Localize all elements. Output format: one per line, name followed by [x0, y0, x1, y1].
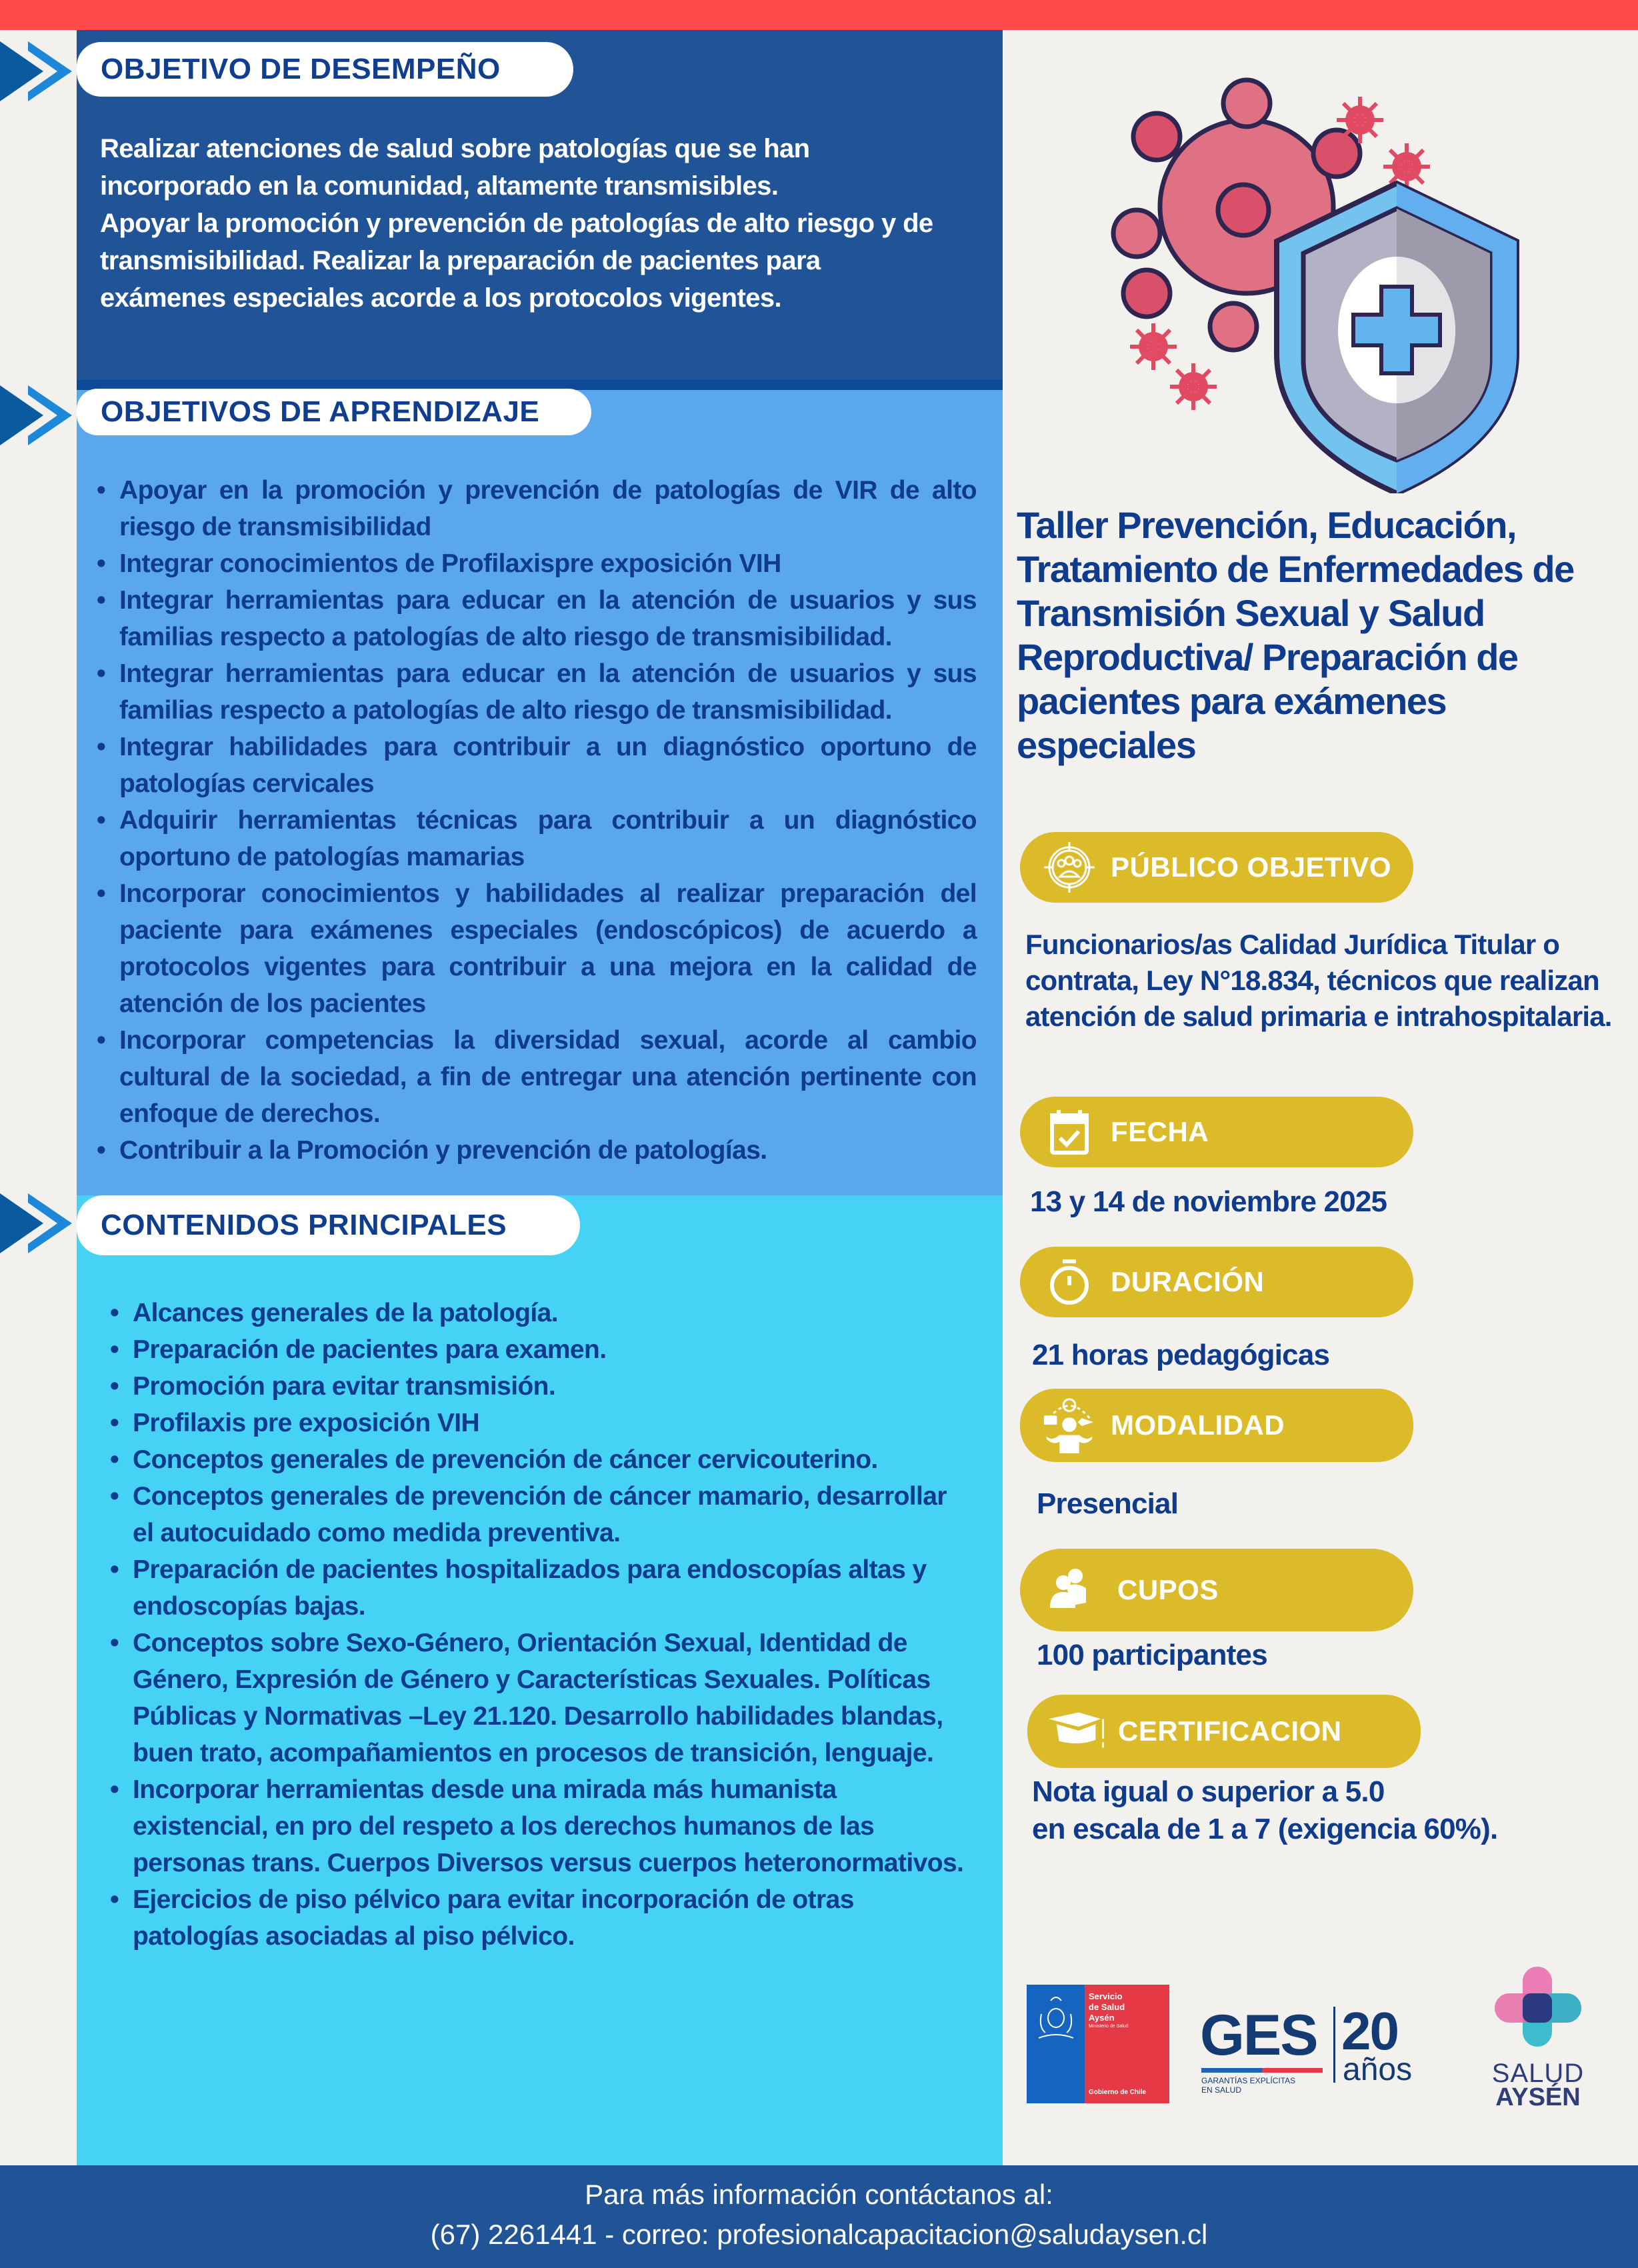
list-item: • Conceptos generales de prevención de cáncer cervicouterino. — [110, 1441, 970, 1478]
salud-aysen-line2: AYSÉN — [1495, 2083, 1581, 2111]
logo-gob-gobierno: Gobierno de Chile — [1089, 2089, 1147, 2096]
ges-years: años — [1343, 2052, 1413, 2087]
logo-servicio-salud-aysen — [1027, 1985, 1169, 2103]
salud-aysen-cross-icon — [1488, 1967, 1588, 2053]
list-item: • Adquirir herramientas técnicas para contribuir a un diagnóstico oportuno de patologías mamarias — [97, 802, 977, 875]
footer-contact-details[interactable]: (67) 2261441 - correo: profesionalcapacitacion@saludaysen.cl — [430, 2219, 1208, 2250]
info-label: DURACIÓN — [1111, 1266, 1265, 1297]
list-item: • Conceptos sobre Sexo-Género, Orientación Sexual, Identidad de Género, Expresión de Género y Características Sexuales. Políticas Públicas y Normativas –Ley 21.120. Desarrollo habilidades blandas, buen trato, acompañamientos en procesos de transición, lenguaje. — [110, 1625, 970, 1771]
target-audience-icon — [1040, 838, 1099, 897]
list-item: • Ejercicios de piso pélvico para evitar incorporación de otras patologías asociadas al piso pélvico. — [110, 1881, 970, 1955]
salud-aysen-line1: SALUD — [1491, 2059, 1585, 2088]
list-item: • Integrar habilidades para contribuir a un diagnóstico oportuno de patologías cervicales — [97, 729, 977, 802]
graduation-cap-icon — [1047, 1702, 1106, 1761]
shield-icon — [1277, 183, 1517, 493]
logo-gob-line: de Salud — [1089, 2002, 1125, 2012]
chevron-right-icon — [0, 1193, 73, 1253]
section-heading-aprendizaje — [77, 389, 591, 435]
ges-word: GES — [1200, 2003, 1317, 2067]
section-heading-desempeno — [77, 42, 573, 97]
list-item: • Promoción para evitar transmisión. — [110, 1368, 970, 1405]
info-value-duracion: 21 horas pedagógicas — [1032, 1339, 1330, 1371]
info-pill-certificacion — [1027, 1695, 1421, 1768]
list-item: • Profilaxis pre exposición VIH — [110, 1405, 970, 1441]
info-pill-publico — [1020, 832, 1413, 903]
info-value-publico: Funcionarios/as Calidad Jurídica Titular o contrata, Ley N°18.834, técnicos que realizan atención de salud primaria e intrahospitalaria. — [1025, 929, 1612, 1032]
desempeno-line: Realizar atenciones de salud sobre patologías que se han — [100, 134, 810, 163]
logo-gob-line: Servicio — [1089, 1991, 1123, 2001]
logo-gob-ministerio: Ministerio de Salud — [1089, 2024, 1129, 2029]
virus-shield-illustration — [1093, 67, 1533, 493]
info-label: FECHA — [1111, 1116, 1209, 1147]
chevron-right-icon — [0, 41, 73, 101]
desempeno-text — [100, 130, 987, 317]
info-pill-cupos — [1020, 1549, 1413, 1631]
info-pill-modalidad — [1020, 1389, 1413, 1462]
chevron-right-icon — [0, 385, 73, 445]
list-item: • Integrar herramientas para educar en la atención de usuarios y sus familias respecto a patologías de alto riesgo de transmisibilidad. — [97, 582, 977, 655]
list-item: • Contribuir a la Promoción y prevención de patologías. — [97, 1132, 977, 1169]
calendar-check-icon — [1040, 1103, 1099, 1161]
info-label: MODALIDAD — [1111, 1409, 1285, 1441]
info-value-modalidad: Presencial — [1037, 1487, 1179, 1520]
desempeno-line: transmisibilidad. Realizar la preparación de pacientes para — [100, 246, 821, 275]
info-label: CERTIFICACION — [1118, 1715, 1342, 1747]
list-item: • Incorporar conocimientos y habilidades al realizar preparación del paciente para exámenes especiales (endoscópicos) de acuerdo a protocolos vigentes para contribuir a una mejora en la calidad de atención de los pacientes — [97, 875, 977, 1022]
coat-of-arms-icon — [1027, 1985, 1085, 2103]
footer-contact — [0, 2165, 1638, 2268]
list-item: • Apoyar en la promoción y prevención de patologías de VIR de alto riesgo de transmisibilidad — [97, 472, 977, 545]
ges-subtitle-line: GARANTÍAS EXPLÍCITAS — [1201, 2076, 1296, 2085]
list-item: • Integrar conocimientos de Profilaxispre exposición VIH — [97, 545, 977, 582]
heading-text: OBJETIVO DE DESEMPEÑO — [101, 53, 501, 85]
ges-subtitle — [1201, 2076, 1295, 2095]
list-item: • Preparación de pacientes hospitalizados para endoscopías altas y endoscopías bajas. — [110, 1551, 970, 1625]
stopwatch-icon — [1040, 1253, 1099, 1311]
list-item: • Integrar herramientas para educar en la atención de usuarios y sus familias respecto a patologías de alto riesgo de transmisibilidad. — [97, 655, 977, 729]
info-value-cupos: 100 participantes — [1037, 1639, 1267, 1671]
footer-line: Para más información contáctanos al: — [585, 2179, 1053, 2210]
info-pill-fecha — [1020, 1097, 1413, 1167]
contenidos-list — [110, 1295, 970, 1955]
desempeno-line: incorporado en la comunidad, altamente transmisibles. — [100, 171, 779, 201]
desempeno-line: Apoyar la promoción y prevención de patologías de alto riesgo y de — [100, 209, 933, 238]
info-value-certificacion — [1032, 1773, 1497, 1848]
list-item: • Preparación de pacientes para examen. — [110, 1331, 970, 1368]
logo-gob-line: Aysén — [1089, 2013, 1115, 2023]
ges-divider — [1333, 2007, 1335, 2083]
list-item: • Conceptos generales de prevención de cáncer mamario, desarrollar el autocuidado como medida preventiva. — [110, 1478, 970, 1551]
list-item: • Incorporar herramientas desde una mirada más humanista existencial, en pro del respeto a los derechos humanos de las personas trans. Cuerpos Diversos versus cuerpos heteronormativos. — [110, 1771, 970, 1881]
logo-ges-20 — [1200, 2001, 1427, 2095]
list-item: • Alcances generales de la patología. — [110, 1295, 970, 1331]
course-title: Taller Prevención, Educación, Tratamiento de Enfermedades de Transmisión Sexual y Salud Reproductiva/ Preparación de pacientes para exámenes especiales — [1017, 504, 1574, 766]
ges-number: 20 — [1341, 2001, 1398, 2061]
info-label: PÚBLICO OBJETIVO — [1111, 851, 1392, 883]
info-label: CUPOS — [1117, 1574, 1219, 1605]
ges-flag-bar — [1201, 2068, 1323, 2073]
info-value-line: Nota igual o superior a 5.0 — [1032, 1775, 1385, 1808]
section-heading-contenidos — [77, 1195, 580, 1255]
top-accent-band — [0, 0, 1638, 30]
ges-subtitle-line: EN SALUD — [1201, 2085, 1242, 2095]
desempeno-line: exámenes especiales acorde a los protocolos vigentes. — [100, 283, 782, 313]
info-value-line: en escala de 1 a 7 (exigencia 60%). — [1032, 1813, 1498, 1845]
learner-icon — [1040, 1396, 1099, 1455]
heading-text: CONTENIDOS PRINCIPALES — [101, 1209, 507, 1241]
list-item: • Incorporar competencias la diversidad sexual, acorde al cambio cultural de la sociedad, a fin de entregar una atención pertinente con enfoque de derechos. — [97, 1022, 977, 1132]
people-icon — [1040, 1561, 1099, 1619]
aprendizaje-list — [97, 472, 977, 1169]
heading-text: OBJETIVOS DE APRENDIZAJE — [101, 395, 540, 428]
info-value-fecha: 13 y 14 de noviembre 2025 — [1030, 1185, 1387, 1218]
info-pill-duracion — [1020, 1247, 1413, 1317]
logo-salud-aysen — [1488, 1967, 1588, 2111]
